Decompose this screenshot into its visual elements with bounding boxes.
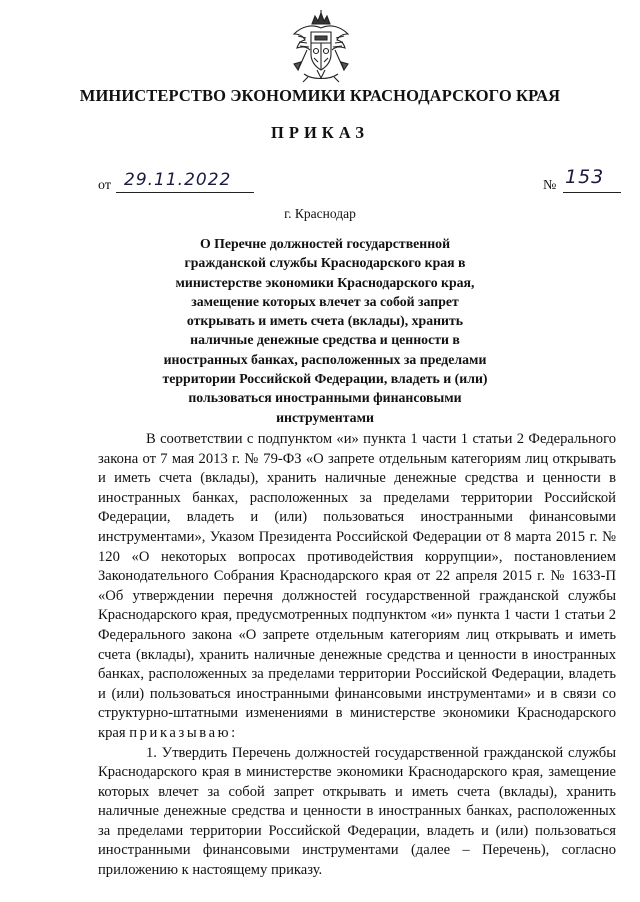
krasnodar-coat-of-arms-icon bbox=[290, 10, 352, 84]
city: г. Краснодар bbox=[284, 206, 356, 221]
number-underline bbox=[563, 192, 621, 193]
ministry-name: МИНИСТЕРСТВО ЭКОНОМИКИ КРАСНОДАРСКОГО КРАЯ bbox=[79, 86, 561, 105]
order-keyword: приказываю bbox=[129, 724, 232, 741]
order-date bbox=[98, 170, 258, 194]
date-handwritten: 29.11.2022 bbox=[124, 170, 232, 190]
date-underline bbox=[116, 192, 254, 193]
preamble-colon: : bbox=[231, 724, 236, 741]
number-handwritten: 153 bbox=[565, 166, 605, 188]
order-title: ПРИКАЗ bbox=[271, 123, 369, 142]
number-prefix: № bbox=[543, 178, 557, 193]
preamble-paragraph bbox=[98, 430, 616, 744]
date-prefix: от bbox=[98, 178, 111, 193]
preamble-text: В соответствии с подпунктом «и» пункта 1 части 1 статьи 2 Федерального закона от 7 мая 2013 г. № 79-ФЗ «О запрете отдельным категориям лиц открывать и иметь счета (вклады), хранить наличные денежные средства и ценности в иностранных банках, расположенных за пределами территории Российской Федерации, владеть и (или) пользоваться иностранными финансовыми инструментами», Указом Президента Российской Федерации от 8 марта 2015 г. № 120 «О некоторых вопросах противодействия коррупции», постановлением Законодательного Собрания Краснодарского края от 22 апреля 2015 г. № 1633-П «Об утверждении перечня должностей государственной гражданской службы Краснодарского края, предусмотренных подпунктом «и» пункта 1 части 1 статьи 2 Федерального закона «О запрете отдельным категориям лиц открывать и иметь счета (вклады), хранить наличные денежные средства и ценности в иностранных банках, расположенных за пределами территории Российской Федерации, владеть и (или) пользоваться иностранными финансовыми инструментами» и в связи со структурно-штатными изменениями в министерстве экономики Краснодарского края bbox=[98, 431, 616, 741]
order-subject: О Перечне должностей государственной гражданской службы Краснодарского края в министерстве экономики Краснодарского края, замещение которых влечет за собой запрет открывать и иметь счета (вклады), хранить наличные денежные средства и ценности в иностранных банках, расположенных за пределами территории Российской Федерации, владеть и (или) пользоваться иностранными финансовыми инструментами bbox=[162, 236, 488, 425]
order-body bbox=[98, 430, 616, 881]
order-number bbox=[543, 166, 623, 194]
item-1-paragraph: 1. Утвердить Перечень должностей государственной гражданской службы Краснодарского края в министерстве экономики Краснодарского края, замещение которых влечет за собой запрет открывать и иметь счета (вклады), хранить наличные денежные средства и ценности в иностранных банках, расположенных за пределами территории Российской Федерации, владеть и (или) пользоваться иностранными финансовыми инструментами (далее – Перечень), согласно приложению к настоящему приказу. bbox=[98, 744, 616, 879]
